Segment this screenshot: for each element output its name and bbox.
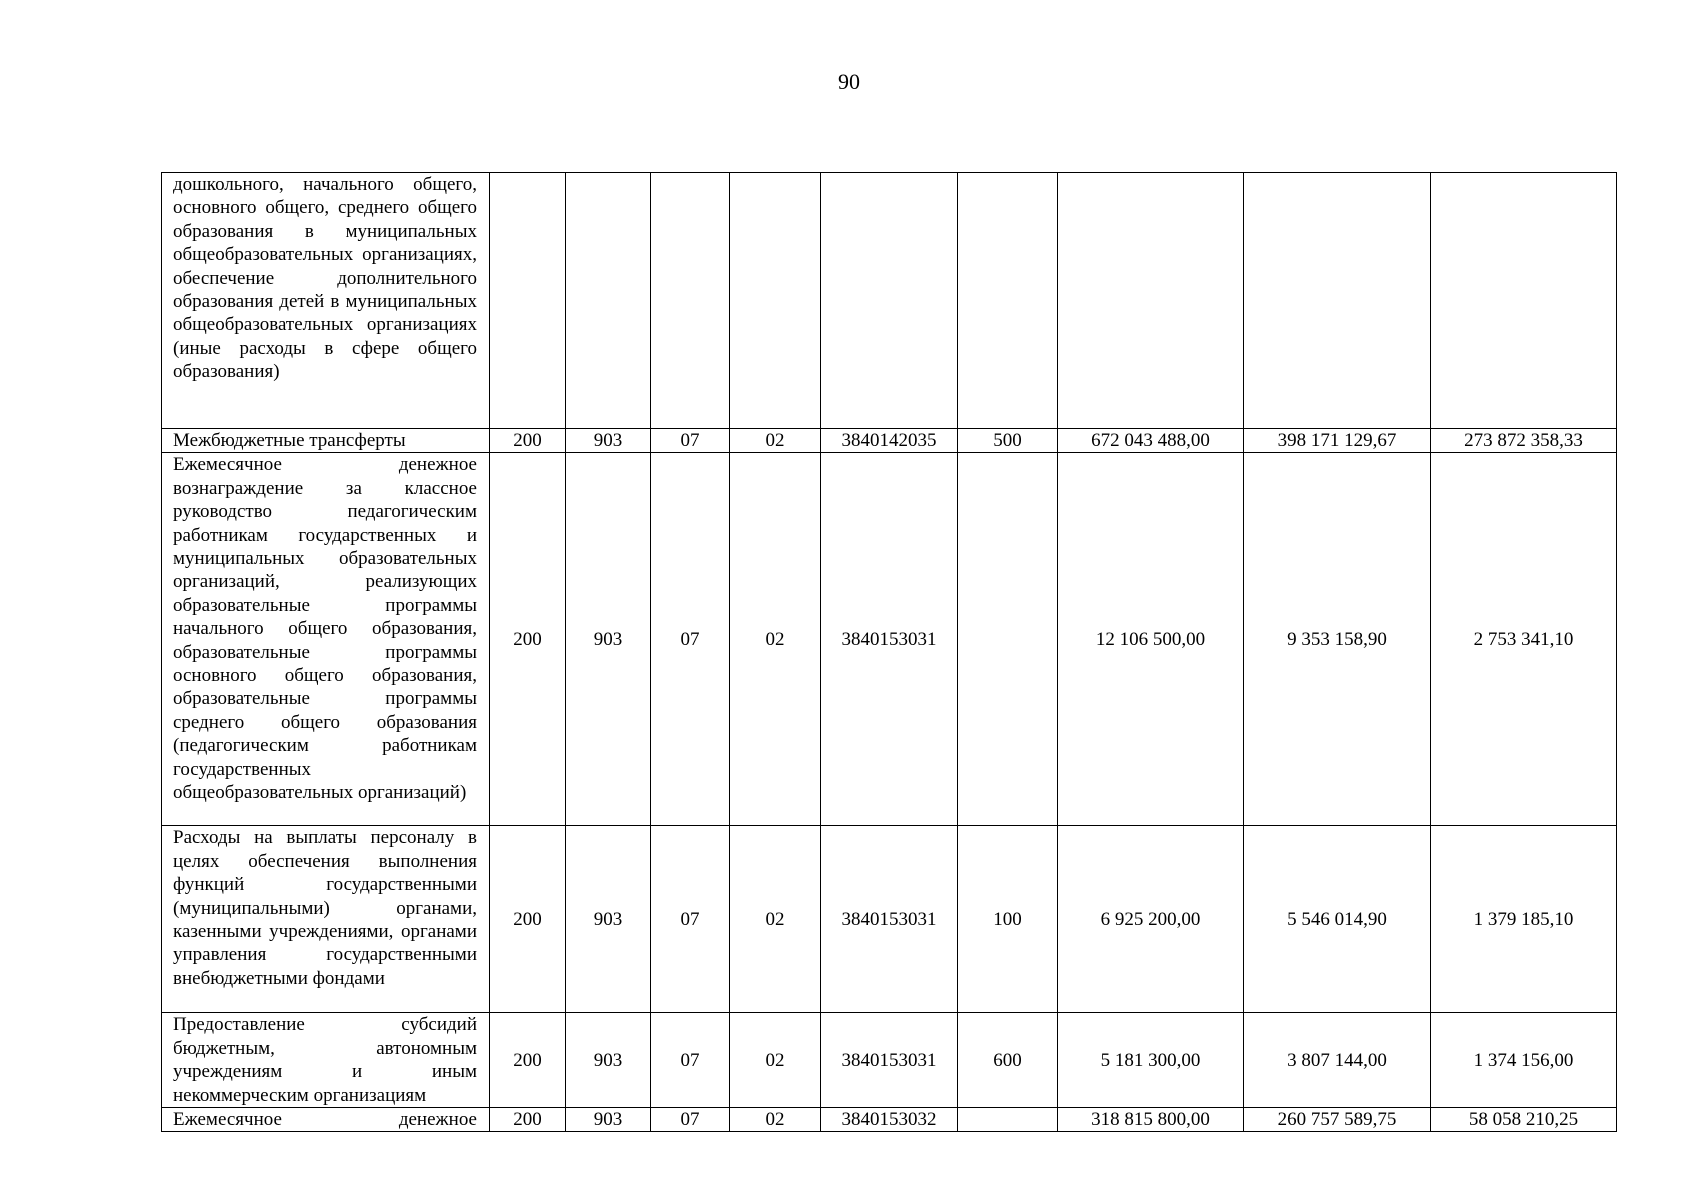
amount-cell: 273 872 358,33 (1431, 429, 1617, 453)
code-cell: 3840153032 (821, 1108, 958, 1132)
row-description: Ежемесячное денежное (162, 1108, 490, 1132)
table-row (162, 1108, 1617, 1132)
code-cell: 07 (651, 1013, 730, 1108)
code-cell: 903 (566, 453, 651, 826)
code-cell: 07 (651, 826, 730, 1013)
code-cell: 200 (490, 1013, 566, 1108)
code-cell: 200 (490, 826, 566, 1013)
amount-cell: 398 171 129,67 (1244, 429, 1431, 453)
amount-cell: 1 379 185,10 (1431, 826, 1617, 1013)
code-cell: 02 (730, 1108, 821, 1132)
code-cell: 07 (651, 1108, 730, 1132)
table-row (162, 173, 1617, 429)
amount-cell: 318 815 800,00 (1058, 1108, 1244, 1132)
amount-cell: 6 925 200,00 (1058, 826, 1244, 1013)
code-cell: 02 (730, 453, 821, 826)
code-cell: 200 (490, 453, 566, 826)
code-cell (651, 173, 730, 429)
code-cell: 3840142035 (821, 429, 958, 453)
code-cell (958, 1108, 1058, 1132)
table-row (162, 1013, 1617, 1108)
code-cell: 3840153031 (821, 453, 958, 826)
code-cell: 07 (651, 453, 730, 826)
code-cell: 200 (490, 1108, 566, 1132)
amount-cell: 260 757 589,75 (1244, 1108, 1431, 1132)
table-row (162, 453, 1617, 826)
page-number: 90 (838, 69, 860, 94)
amount-cell: 672 043 488,00 (1058, 429, 1244, 453)
amount-cell: 2 753 341,10 (1431, 453, 1617, 826)
amount-cell: 5 181 300,00 (1058, 1013, 1244, 1108)
amount-cell: 12 106 500,00 (1058, 453, 1244, 826)
code-cell (958, 453, 1058, 826)
code-cell (958, 173, 1058, 429)
amount-cell: 58 058 210,25 (1431, 1108, 1617, 1132)
code-cell: 3840153031 (821, 1013, 958, 1108)
code-cell: 02 (730, 826, 821, 1013)
code-cell: 100 (958, 826, 1058, 1013)
code-cell: 02 (730, 429, 821, 453)
table-row (162, 429, 1617, 453)
code-cell: 903 (566, 1108, 651, 1132)
code-cell: 3840153031 (821, 826, 958, 1013)
code-cell: 500 (958, 429, 1058, 453)
code-cell: 903 (566, 826, 651, 1013)
table-row (162, 826, 1617, 1013)
row-description: Межбюджетные трансферты (162, 429, 490, 453)
code-cell: 02 (730, 1013, 821, 1108)
amount-cell: 5 546 014,90 (1244, 826, 1431, 1013)
code-cell: 600 (958, 1013, 1058, 1108)
amount-cell (1058, 173, 1244, 429)
row-description: Предоставление субсидий бюджетным, автономным учреждениям и иным некоммерческим организациям (162, 1013, 490, 1108)
row-description: дошкольного, начального общего, основного общего, среднего общего образования в муниципальных общеобразовательных организациях, обеспечение дополнительного образования детей в муниципальных общеобразовательных организациях (иные расходы в сфере общего образования) (162, 173, 490, 429)
amount-cell: 9 353 158,90 (1244, 453, 1431, 826)
code-cell (490, 173, 566, 429)
code-cell: 07 (651, 429, 730, 453)
amount-cell (1431, 173, 1617, 429)
code-cell: 903 (566, 429, 651, 453)
code-cell: 903 (566, 1013, 651, 1108)
row-description: Ежемесячное денежное вознаграждение за классное руководство педагогическим работникам государственных и муниципальных образовательных организаций, реализующих образовательные программы начального общего образования, образовательные программы основного общего образования, образовательные программы среднего общего образования (педагогическим работникам государственных общеобразовательных организаций) (162, 453, 490, 826)
budget-table (161, 172, 1617, 1132)
amount-cell: 3 807 144,00 (1244, 1013, 1431, 1108)
code-cell (730, 173, 821, 429)
code-cell: 200 (490, 429, 566, 453)
amount-cell (1244, 173, 1431, 429)
code-cell (821, 173, 958, 429)
row-description: Расходы на выплаты персоналу в целях обеспечения выполнения функций государственными (муниципальными) органами, казенными учреждениями, органами управления государственными внебюджетными фондами (162, 826, 490, 1013)
amount-cell: 1 374 156,00 (1431, 1013, 1617, 1108)
code-cell (566, 173, 651, 429)
